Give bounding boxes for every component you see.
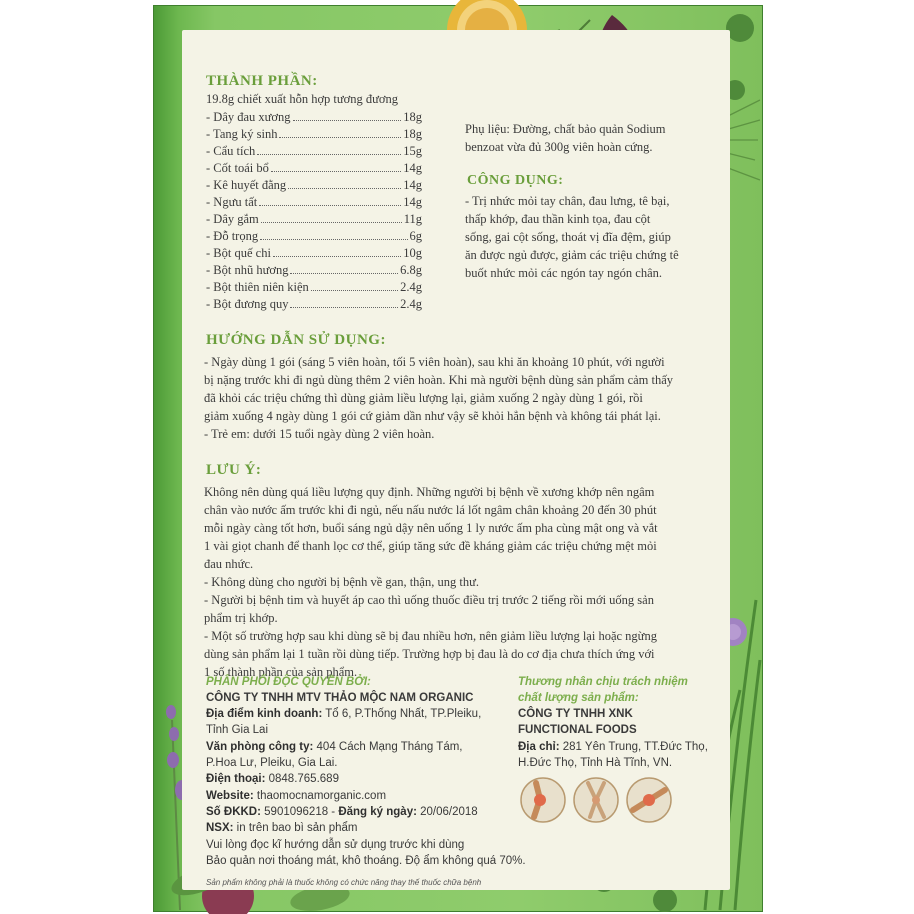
ingredient-row: - Bột quế chi 10g [206,246,422,260]
ingredients-intro: 19.8g chiết xuất hỗn hợp tương đương [206,92,399,106]
distributor-nsx: NSX: in trên bao bì sản phẩm [206,822,358,834]
usage-instruction: Vui lòng đọc kĩ hướng dẫn sử dụng trước khi dùng [206,839,465,851]
usage-line: giảm xuống 4 ngày dùng 1 gói cứ giảm dần như vậy sẽ khỏi hẳn bệnh và không tái phát lại. [204,409,661,423]
knee-joint-icon [521,778,565,822]
uses-line: - Trị nhức mỏi tay chân, đau lưng, tê bại, [465,194,670,208]
manufacturer-heading-line1: Thương nhân chịu trách nhiệm [518,676,688,688]
notes-line: Không nên dùng quá liều lượng quy định. Những người bị bệnh về xương khớp nên ngâm [204,485,655,499]
manufacturer-company-line2: FUNCTIONAL FOODS [518,724,637,736]
ingredient-row: - Dây gắm 11g [206,212,422,226]
distributor-website: Website: thaomocnamorganic.com [206,790,387,802]
excipients-line-2: benzoat vừa đủ 300g viên hoàn cứng. [465,140,653,154]
excipients-line-1: Phụ liệu: Đường, chất bảo quản Sodium [465,122,666,136]
distributor-company: CÔNG TY TNHH MTV THẢO MỘC NAM ORGANIC [206,692,474,704]
hip-joint-icon [574,778,618,822]
uses-line: sống, gai cột sống, thoát vị đĩa đệm, giúp [465,230,671,244]
usage-line: đã khỏi các triệu chứng thì dùng giảm liều lượng lại, giảm xuống 2 ngày dùng 1 gói, rồi [204,391,643,405]
distributor-office-line2: P.Hoa Lư, Pleiku, Gia Lai. [206,757,338,769]
ingredient-row: - Bột thiên niên kiện 2.4g [206,280,422,294]
ingredient-row: - Kê huyết đằng 14g [206,178,422,192]
ingredient-row: - Cốt toái bổ 14g [206,161,422,175]
notes-line: - Một số trường hợp sau khi dùng sẽ bị đau nhiều hơn, nên giảm liều lượng lại hoặc ngừng [204,629,657,643]
manufacturer-heading-line2: chất lượng sản phẩm: [518,692,639,704]
distributor-heading: PHÂN PHỐI ĐỘC QUYỀN BỞI: [206,676,371,688]
notes-line: đau nhức. [204,557,254,571]
uses-line: thấp khớp, đau thần kinh tọa, đau cột [465,212,651,226]
notes-line: chân vào nước ấm trước khi đi ngủ, nếu nấu nước lá lốt ngâm chân khoảng 20 đến 30 phút [204,503,657,517]
notes-line: 1 số thành phần của sản phẩm. [204,665,358,679]
distributor-registration: Số ĐKKD: 5901096218 - Đăng ký ngày: 20/06/2018 [206,806,478,818]
ingredient-row: - Đỗ trọng 6g [206,229,422,243]
usage-heading: HƯỚNG DẪN SỬ DỤNG: [206,332,386,348]
ingredient-row: - Dây đau xương 18g [206,110,422,124]
notes-line: - Không dùng cho người bị bệnh về gan, thận, ung thư. [204,575,479,589]
notes-line: mỗi ngày càng tốt hơn, buổi sáng ngủ dậy nên uống 1 ly nước ấm pha cùng mật ong và vắt [204,521,658,535]
ingredient-row: - Tang ký sinh 18g [206,127,422,141]
usage-line: - Trẻ em: dưới 15 tuổi ngày dùng 2 viên hoàn. [204,427,435,441]
ingredient-row: - Bột đương quy 2.4g [206,297,422,311]
ingredient-row: - Cẩu tích 15g [206,144,422,158]
notes-line: phẩm trị khớp. [204,611,278,625]
elbow-joint-icon [627,778,671,822]
notes-heading: LƯU Ý: [206,462,262,478]
manufacturer-address-line2: H.Đức Thọ, Tỉnh Hà Tĩnh, VN. [518,757,673,769]
notes-line: dùng sản phẩm lại 1 tuần rồi dùng tiếp. Trường hợp bị đau là do cơ địa chưa thích ứng với [204,647,655,661]
manufacturer-company-line1: CÔNG TY TNHH XNK [518,708,633,720]
ingredient-row: - Ngưu tất 14g [206,195,422,209]
uses-line: ăn được ngủ được, giảm các triệu chứng tê [465,248,679,262]
usage-line: - Ngày dùng 1 gói (sáng 5 viên hoàn, tối 5 viên hoàn), sau khi ăn khoảng 10 phút, với người [204,355,665,369]
distributor-office: Văn phòng công ty: 404 Cách Mạng Tháng Tám, [206,741,463,753]
uses-line: buốt nhức mỏi các ngón tay ngón chân. [465,266,663,280]
uses-heading: CÔNG DỤNG: [467,173,564,188]
usage-line: bị nặng trước khi đi ngủ dùng thêm 2 viên hoàn. Khi mà người bệnh dùng sản phẩm cảm thấy [204,373,674,387]
notes-line: - Người bị bệnh tim và huyết áp cao thì uống thuốc điều trị trước 2 tiếng rồi mới uống sản [204,593,654,607]
distributor-phone: Điện thoại: 0848.765.689 [206,773,339,785]
joint-icons [518,775,678,825]
manufacturer-address: Địa chỉ: 281 Yên Trung, TT.Đức Thọ, [518,741,708,753]
ingredient-row: - Bột nhũ hương 6.8g [206,263,422,277]
storage-instruction: Bảo quản nơi thoáng mát, khô thoáng. Độ ẩm không quá 70%. [206,855,526,867]
distributor-address-line2: Tỉnh Gia Lai [206,724,269,736]
distributor-address: Địa điểm kinh doanh: Tổ 6, P.Thống Nhất, TP.Pleiku, [206,708,482,720]
notes-line: 1 vài giọt chanh để thanh lọc cơ thể, giúp tăng sức đề kháng giảm các triệu chứng mệt mỏi [204,539,657,553]
disclaimer: Sản phẩm không phải là thuốc không có chức năng thay thế thuốc chữa bệnh [206,878,482,887]
ingredients-heading: THÀNH PHẦN: [206,73,318,89]
